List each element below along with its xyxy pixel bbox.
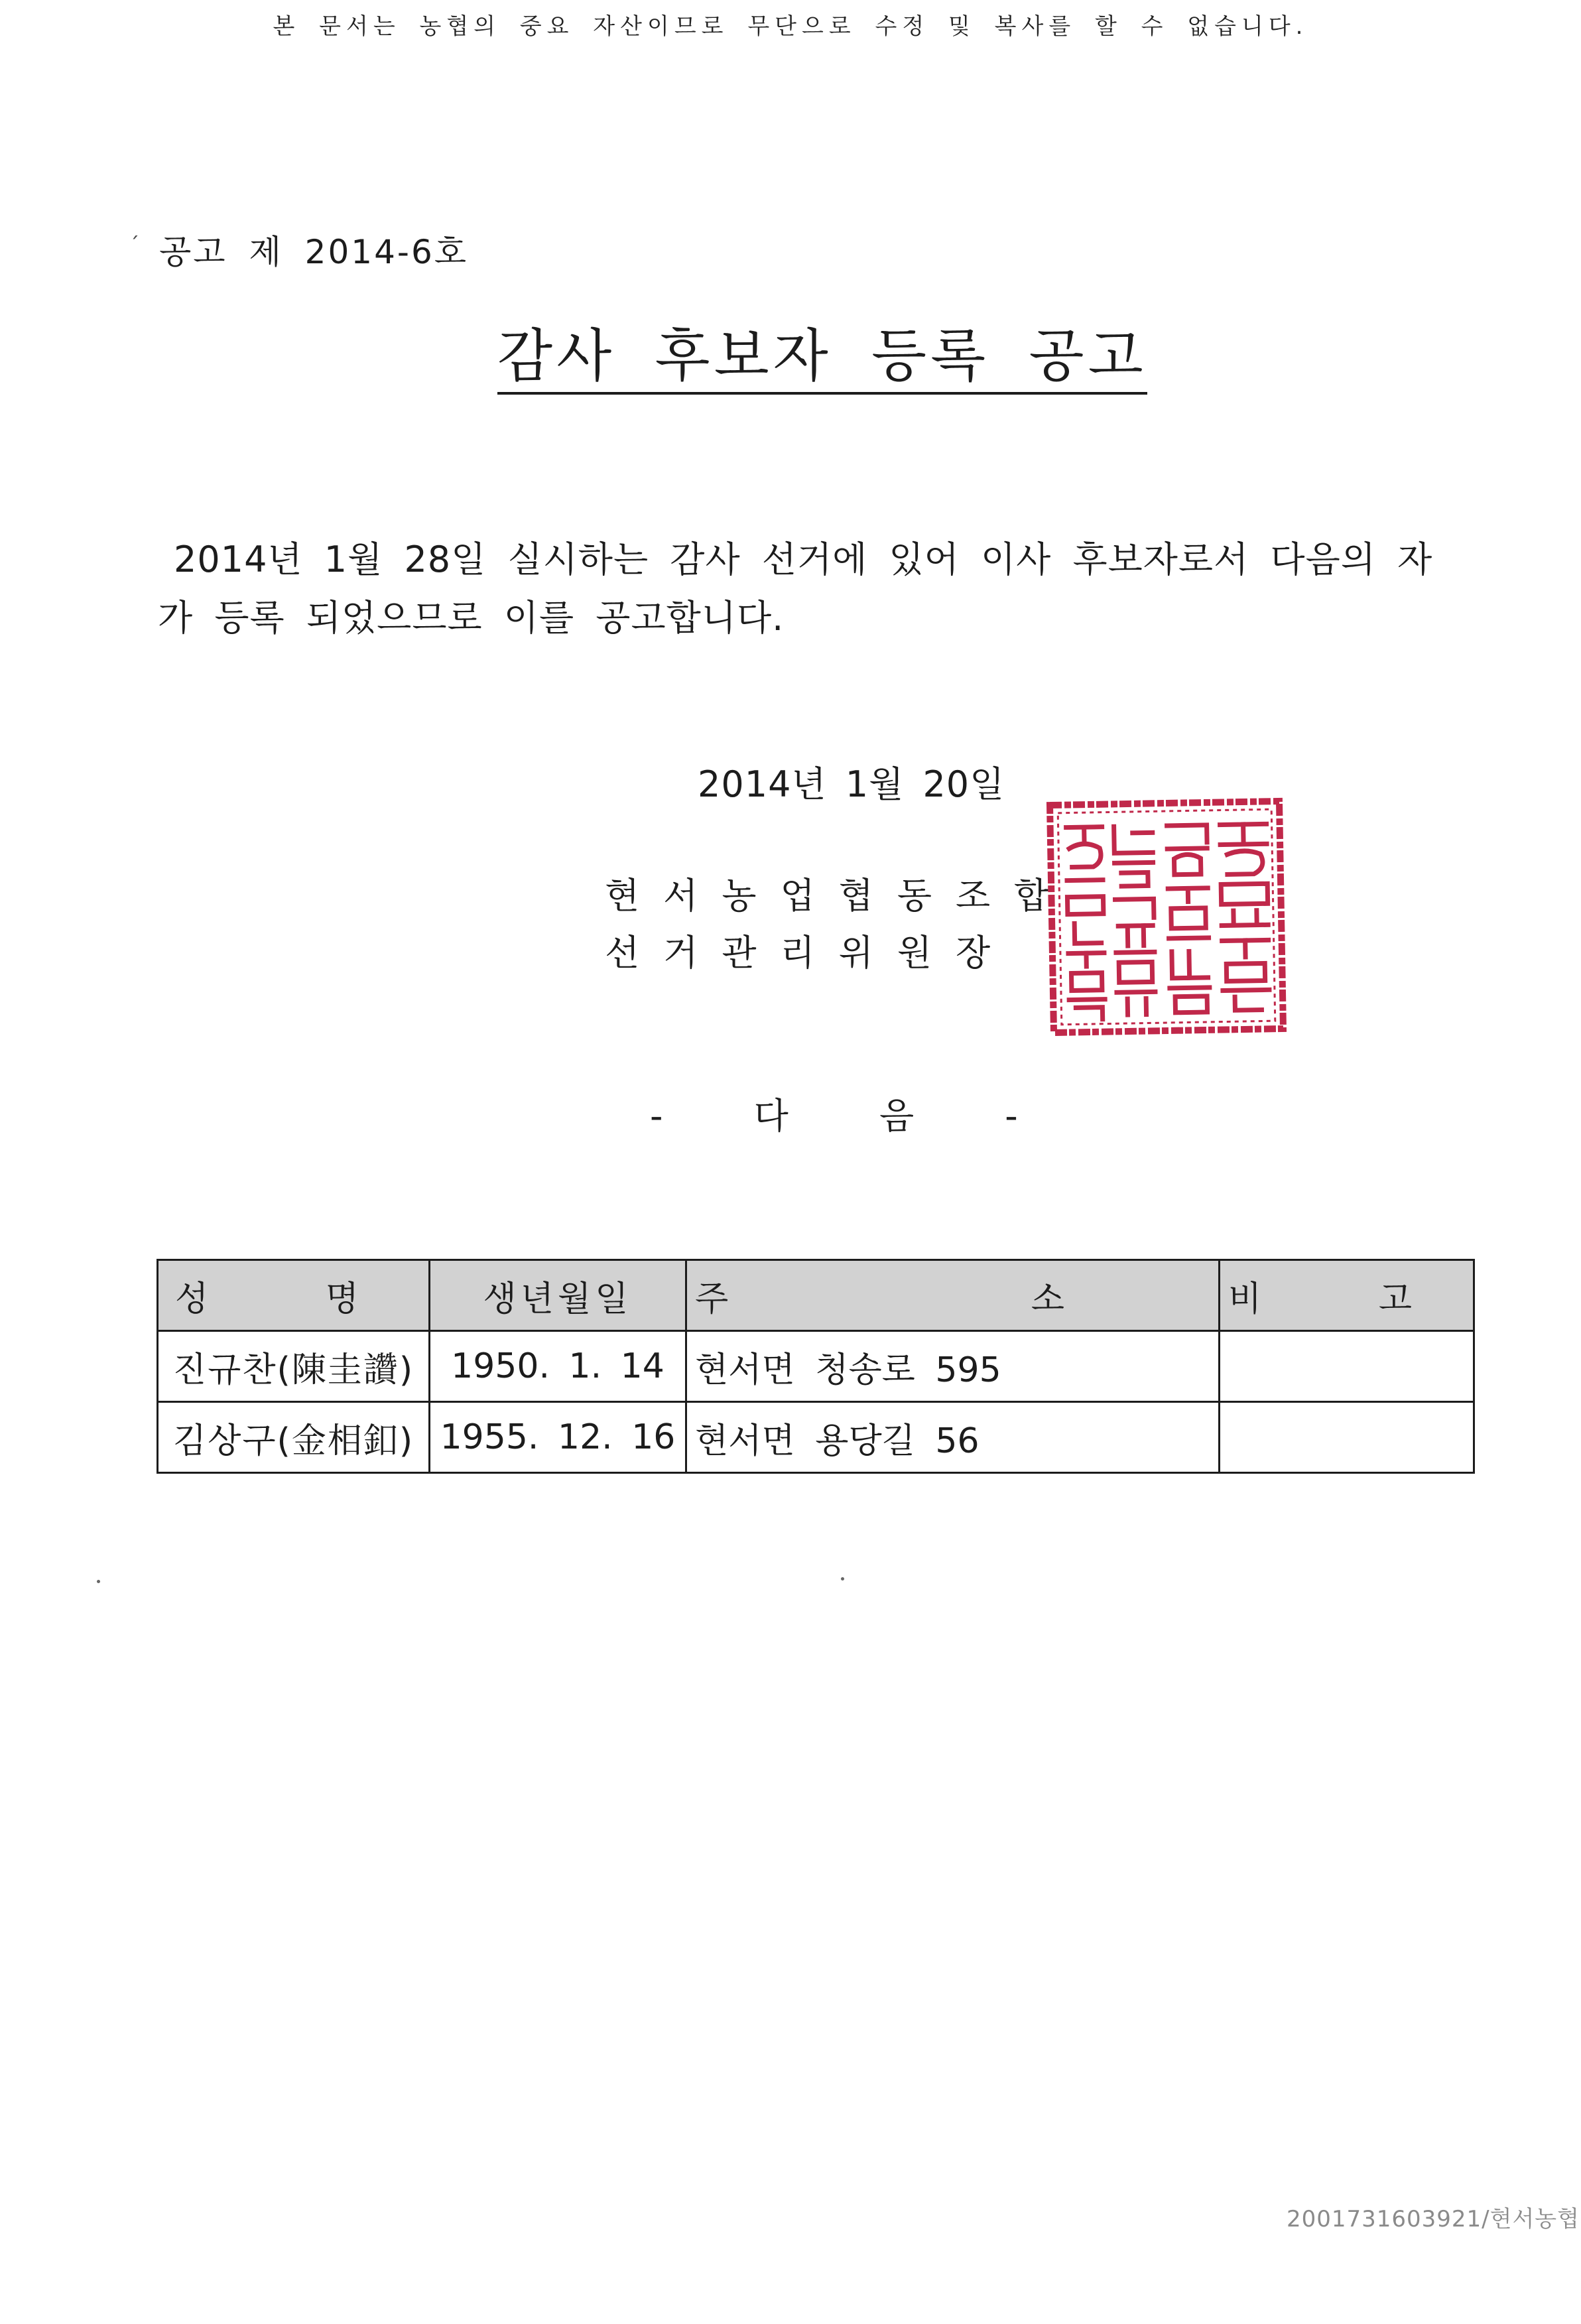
candidate-birth-date: 1955. 12. 16: [430, 1402, 686, 1473]
header-note: 비 고: [1219, 1260, 1474, 1331]
table-header-row: [158, 1260, 1474, 1331]
table-row: [158, 1331, 1474, 1402]
notice-number: 공고 제 2014-6호: [159, 233, 469, 271]
notice-body: 2014년 1월 28일 실시하는 감사 선거에 있어 이사 후보자로서 다음의 자가 등록 되었으므로 이를 공고합니다.: [158, 539, 1433, 639]
candidate-name: 진규찬(陳圭讚): [158, 1331, 430, 1402]
candidate-address: 현서면 청송로 595: [686, 1331, 1219, 1402]
confidentiality-notice: 본 문서는 농협의 중요 자산이므로 무단으로 수정 및 복사를 할 수 없습니다.: [273, 13, 1308, 40]
candidate-name: 김상구(金相釦): [158, 1402, 430, 1473]
table-row: [158, 1402, 1474, 1473]
notice-date: 2014년 1월 20일: [698, 763, 1005, 805]
official-seal-icon: [1046, 797, 1287, 1037]
candidate-note: [1219, 1331, 1474, 1402]
following-label: - 다 음 -: [650, 1095, 1058, 1137]
candidate-note: [1219, 1402, 1474, 1473]
scan-speck: [97, 1580, 100, 1583]
issuer-organization: 현서농업협동조합: [605, 875, 1073, 917]
header-name: 성 명: [158, 1260, 430, 1331]
scan-speck: [841, 1577, 844, 1581]
candidate-birth-date: 1950. 1. 14: [430, 1331, 686, 1402]
document-code: 200173160392​1/현서농협: [1286, 2206, 1580, 2232]
document-title: 감사 후보자 등록 공고: [497, 324, 1147, 395]
candidate-address: 현서면 용당길 56: [686, 1402, 1219, 1473]
header-address: 주 소: [686, 1260, 1219, 1331]
candidate-table: [157, 1259, 1475, 1474]
scan-mark: ˊ: [129, 233, 139, 257]
header-birth-date: 생년월일: [430, 1260, 686, 1331]
issuer-title: 선거관리위원장: [605, 932, 1015, 974]
